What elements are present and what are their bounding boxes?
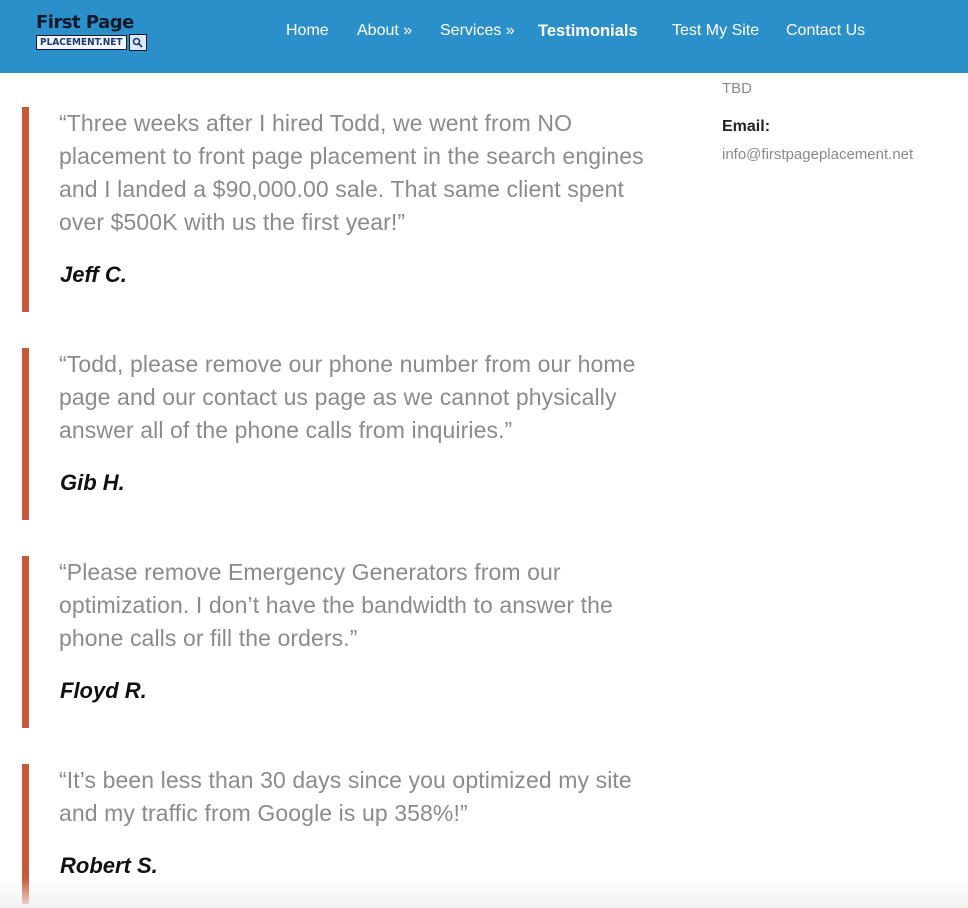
sidebar-email-link[interactable]: info@firstpageplacement.net	[722, 146, 914, 163]
testimonial-author: Gib H.	[60, 470, 125, 495]
magnifier-icon	[129, 34, 147, 51]
site-logo[interactable]	[36, 13, 156, 51]
testimonial-card	[22, 107, 662, 312]
nav-services[interactable]: Services »	[440, 22, 515, 39]
testimonial-author: Robert S.	[60, 853, 158, 878]
testimonial-quote: “Todd, please remove our phone number from our home page and our contact us page as we cannot physically answer all of the phone calls from inquiries.”	[59, 351, 636, 443]
bottom-fade	[0, 878, 968, 908]
testimonial-quote: “It’s been less than 30 days since you optimized my site and my traffic from Google is up 358%!”	[59, 767, 632, 826]
sidebar-email-label: Email:	[722, 118, 771, 135]
testimonial-quote: “Three weeks after I hired Todd, we went from NO placement to front page placement in the search engines and I landed a $90,000.00 sale. That same client spent over $500K with us the first year!”	[59, 110, 644, 235]
logo-domain-row	[36, 34, 156, 51]
nav-home[interactable]: Home	[286, 22, 329, 39]
logo-domain: PLACEMENT.NET	[36, 35, 127, 50]
nav-testimonials[interactable]: Testimonials	[538, 22, 638, 40]
nav-contact-us[interactable]: Contact Us	[786, 22, 866, 39]
testimonial-author: Jeff C.	[60, 262, 127, 287]
nav-about[interactable]: About »	[357, 22, 413, 39]
quote-accent-bar	[22, 556, 29, 728]
testimonial-card	[22, 556, 662, 728]
site-header	[0, 0, 968, 73]
testimonial-card	[22, 348, 662, 520]
logo-title: First Page	[36, 12, 134, 33]
quote-accent-bar	[22, 107, 29, 312]
sidebar-phone-value: TBD	[722, 80, 752, 97]
testimonial-quote: “Please remove Emergency Generators from our optimization. I don’t have the bandwidth to answer the phone calls or fill the orders.”	[59, 559, 613, 651]
testimonial-author: Floyd R.	[60, 678, 147, 703]
nav-test-my-site[interactable]: Test My Site	[672, 22, 760, 39]
quote-accent-bar	[22, 348, 29, 520]
